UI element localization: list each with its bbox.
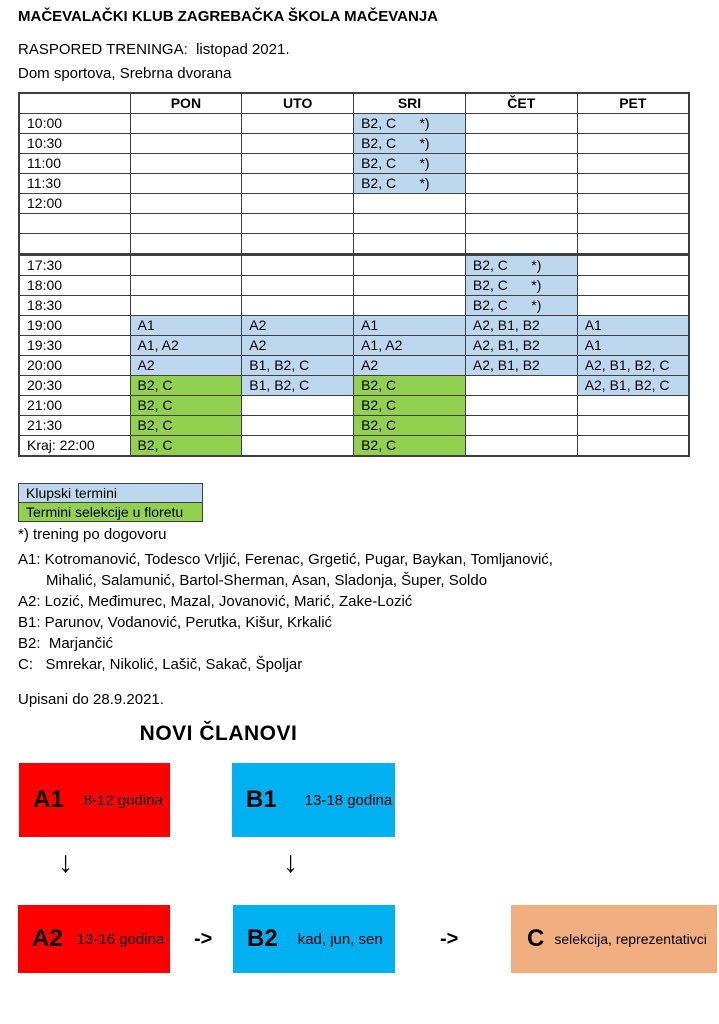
schedule-cell: A1 <box>130 316 242 336</box>
schedule-cell: A1, A2 <box>130 336 242 356</box>
member-box-b1 <box>232 763 395 837</box>
schedule-cell: B2, C *) <box>354 154 466 174</box>
roster-line-b2: B2: Marjančić <box>18 635 114 652</box>
schedule-cell <box>130 194 242 214</box>
right-arrow-icon: -> <box>194 928 213 950</box>
member-box-a2-label: A2 <box>32 925 63 952</box>
day-column-header: UTO <box>242 93 354 114</box>
day-column-header: ČET <box>465 93 577 114</box>
schedule-cell <box>465 214 577 234</box>
time-cell: 18:30 <box>19 296 130 316</box>
venue-line: Dom sportova, Srebrna dvorana <box>18 65 232 82</box>
time-cell: 10:00 <box>19 114 130 134</box>
time-cell: 19:00 <box>19 316 130 336</box>
schedule-row <box>19 134 689 154</box>
day-column-header: SRI <box>354 93 466 114</box>
schedule-cell <box>242 416 354 436</box>
schedule-cell <box>465 134 577 154</box>
schedule-table <box>18 92 690 457</box>
schedule-row <box>19 174 689 194</box>
schedule-cell <box>242 134 354 154</box>
schedule-header-row <box>19 93 689 114</box>
schedule-cell <box>465 376 577 396</box>
schedule-cell <box>465 114 577 134</box>
time-cell: 11:30 <box>19 174 130 194</box>
legend <box>18 483 203 543</box>
schedule-cell: A2, B1, B2, C <box>577 356 689 376</box>
document-header <box>18 8 438 89</box>
schedule-cell <box>577 416 689 436</box>
schedule-row <box>19 214 689 234</box>
schedule-cell: A2, B1, B2 <box>465 356 577 376</box>
time-column-header <box>19 93 130 114</box>
member-box-a1 <box>19 763 170 837</box>
schedule-cell <box>577 255 689 276</box>
member-box-c <box>511 905 717 973</box>
schedule-row <box>19 396 689 416</box>
time-cell <box>19 234 130 255</box>
member-box-b2-label: B2 <box>247 925 278 952</box>
document-title: MAČEVALAČKI KLUB ZAGREBAČKA ŠKOLA MAČEVANJA <box>18 8 438 25</box>
schedule-cell: B2, C <box>130 436 242 457</box>
time-cell: 10:30 <box>19 134 130 154</box>
schedule-cell: B2, C *) <box>354 114 466 134</box>
time-cell: 19:30 <box>19 336 130 356</box>
schedule-row <box>19 276 689 296</box>
schedule-cell <box>242 436 354 457</box>
schedule-cell <box>242 296 354 316</box>
time-cell: 21:00 <box>19 396 130 416</box>
schedule-row <box>19 114 689 134</box>
schedule-cell: B2, C *) <box>465 255 577 276</box>
member-box-a2 <box>18 905 170 973</box>
schedule-cell: A2 <box>354 356 466 376</box>
roster-line-a1: A1: Kotromanović, Todesco Vrljić, Ferenac, Grgetić, Pugar, Baykan, Tomljanović, <box>18 551 553 568</box>
member-box-a1-label: A1 <box>33 786 64 813</box>
schedule-row <box>19 336 689 356</box>
schedule-cell <box>577 396 689 416</box>
time-cell: 21:30 <box>19 416 130 436</box>
schedule-cell <box>354 255 466 276</box>
schedule-cell <box>465 154 577 174</box>
schedule-cell <box>130 276 242 296</box>
schedule-cell <box>242 234 354 255</box>
legend-item-foil-selection: Termini selekcije u floretu <box>18 502 203 522</box>
member-box-b1-desc: 13-18 godina <box>304 791 393 809</box>
time-cell: 20:00 <box>19 356 130 376</box>
schedule-cell: B2, C <box>354 376 466 396</box>
schedule-cell: B2, C *) <box>465 296 577 316</box>
member-box-c-label: C <box>527 925 545 952</box>
schedule-cell <box>354 194 466 214</box>
schedule-cell: A2 <box>130 356 242 376</box>
time-cell: 20:30 <box>19 376 130 396</box>
schedule-cell: A2 <box>242 316 354 336</box>
down-arrow-icon: ↓ <box>283 846 298 879</box>
schedule-cell <box>242 154 354 174</box>
schedule-row <box>19 416 689 436</box>
time-cell: 18:00 <box>19 276 130 296</box>
schedule-cell: A1 <box>577 316 689 336</box>
schedule-cell: B2, C <box>130 416 242 436</box>
schedule-cell: A1 <box>354 316 466 336</box>
member-box-a2-desc: 13-16 godina <box>76 930 165 948</box>
member-box-b1-label: B1 <box>246 786 277 813</box>
schedule-cell: A2, B1, B2, C <box>577 376 689 396</box>
schedule-cell: B2, C *) <box>354 174 466 194</box>
schedule-cell <box>577 296 689 316</box>
schedule-cell: B2, C <box>130 376 242 396</box>
schedule-cell <box>130 296 242 316</box>
time-cell: Kraj: 22:00 <box>19 436 130 457</box>
schedule-cell <box>242 255 354 276</box>
enrollment-note: Upisani do 28.9.2021. <box>18 691 164 708</box>
day-column-header: PET <box>577 93 689 114</box>
schedule-cell: A2, B1, B2 <box>465 336 577 356</box>
time-cell: 17:30 <box>19 255 130 276</box>
schedule-cell <box>354 296 466 316</box>
schedule-cell <box>242 194 354 214</box>
schedule-cell <box>130 214 242 234</box>
schedule-cell: B1, B2, C <box>242 376 354 396</box>
schedule-cell: A2 <box>242 336 354 356</box>
schedule-cell <box>130 174 242 194</box>
member-box-a1-desc: 8-12 godina <box>83 791 163 809</box>
schedule-cell: B2, C <box>354 396 466 416</box>
schedule-cell <box>354 276 466 296</box>
schedule-cell: B2, C <box>130 396 242 416</box>
day-column-header: PON <box>130 93 242 114</box>
schedule-row <box>19 316 689 336</box>
schedule-cell <box>465 396 577 416</box>
schedule-cell <box>577 114 689 134</box>
schedule-cell <box>242 174 354 194</box>
schedule-cell <box>130 255 242 276</box>
member-box-b2-desc: kad, jun, sen <box>297 930 383 948</box>
schedule-cell <box>242 114 354 134</box>
schedule-cell <box>465 436 577 457</box>
member-box-b2 <box>233 905 395 973</box>
schedule-row <box>19 436 689 457</box>
schedule-cell: B2, C *) <box>465 276 577 296</box>
new-members-heading: NOVI ČLANOVI <box>139 722 298 745</box>
schedule-cell: B2, C <box>354 436 466 457</box>
schedule-cell: A2, B1, B2 <box>465 316 577 336</box>
schedule-cell <box>577 276 689 296</box>
time-cell: 12:00 <box>19 194 130 214</box>
schedule-cell: A1 <box>577 336 689 356</box>
schedule-cell <box>577 134 689 154</box>
schedule-cell <box>465 174 577 194</box>
schedule-cell: B2, C <box>354 416 466 436</box>
schedule-cell <box>130 234 242 255</box>
member-box-c-desc: selekcija, reprezentativci <box>554 931 707 947</box>
schedule-cell: A1, A2 <box>354 336 466 356</box>
schedule-row <box>19 154 689 174</box>
schedule-row <box>19 356 689 376</box>
schedule-cell <box>130 114 242 134</box>
schedule-cell <box>577 174 689 194</box>
schedule-cell <box>577 154 689 174</box>
schedule-subtitle: RASPORED TRENINGA: listopad 2021. <box>18 41 290 58</box>
schedule-cell <box>577 436 689 457</box>
right-arrow-icon: -> <box>440 928 459 950</box>
schedule-row <box>19 376 689 396</box>
schedule-row <box>19 296 689 316</box>
schedule-cell <box>465 416 577 436</box>
schedule-row <box>19 234 689 255</box>
schedule-cell <box>465 234 577 255</box>
roster-line-c: C: Smrekar, Nikolić, Lašič, Sakač, Špoljar <box>18 656 303 673</box>
roster <box>18 549 553 675</box>
down-arrow-icon: ↓ <box>58 846 73 879</box>
schedule-cell <box>242 214 354 234</box>
schedule-cell <box>577 214 689 234</box>
schedule-cell: B1, B2, C <box>242 356 354 376</box>
schedule-cell <box>465 194 577 214</box>
schedule-cell <box>354 214 466 234</box>
schedule-cell: B2, C *) <box>354 134 466 154</box>
roster-line-a2: A2: Lozić, Međimurec, Mazal, Jovanović, Marić, Zake-Lozić <box>18 593 413 610</box>
schedule-cell <box>577 194 689 214</box>
schedule-cell <box>242 396 354 416</box>
schedule-row <box>19 255 689 276</box>
time-cell: 11:00 <box>19 154 130 174</box>
footnote-training-by-agreement: *) trening po dogovoru <box>18 526 167 543</box>
roster-line-a1-continued: Mihalić, Salamunić, Bartol-Sherman, Asan, Sladonja, Šuper, Soldo <box>46 572 488 589</box>
schedule-row <box>19 194 689 214</box>
schedule-cell <box>130 134 242 154</box>
legend-item-club-sessions: Klupski termini <box>18 483 203 503</box>
time-cell <box>19 214 130 234</box>
schedule-cell <box>130 154 242 174</box>
roster-line-b1: B1: Parunov, Vodanović, Perutka, Kišur, Krkalić <box>18 614 333 631</box>
schedule-cell <box>242 276 354 296</box>
schedule-cell <box>354 234 466 255</box>
schedule-cell <box>577 234 689 255</box>
